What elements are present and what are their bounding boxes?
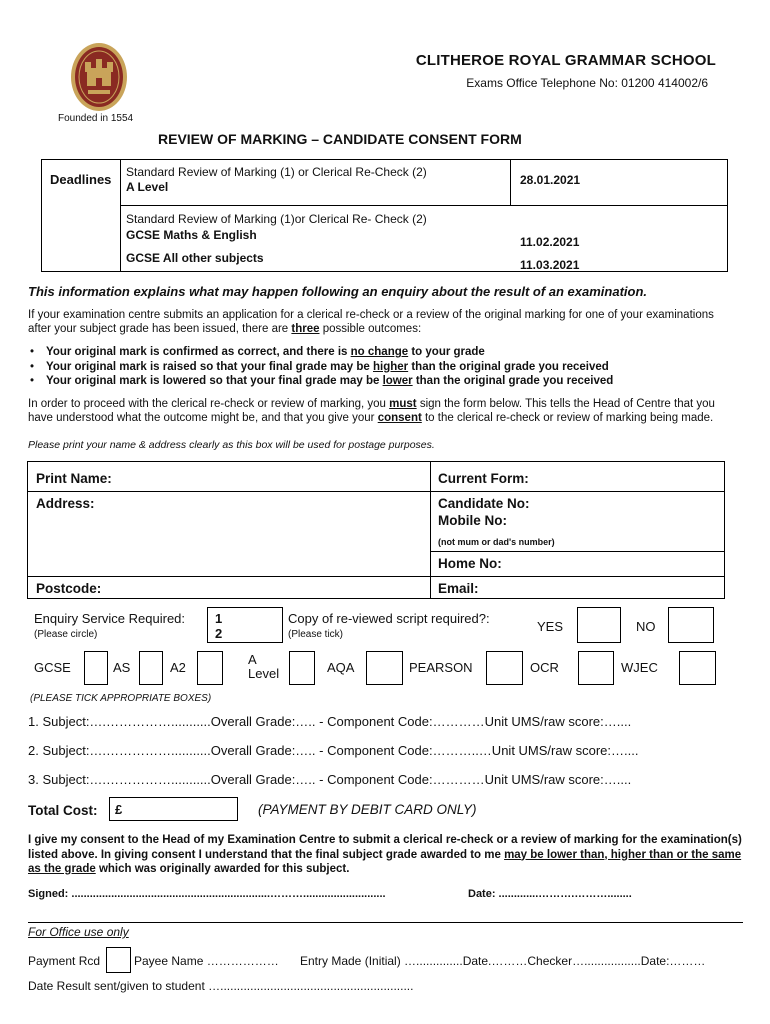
subject-line-2[interactable]: 2. Subject:….……………...........Overall Grade:….. - Component Code:………..…Unit UMS/raw score:….... [28,743,639,758]
total-cost-input[interactable] [109,797,238,821]
signature-date-line[interactable]: Date: .............……….………........ [468,888,632,900]
service-option-1[interactable]: 1 [215,611,223,626]
deadline-alevel-date: 28.01.2021 [520,173,581,187]
a-level-label-line2: Level [248,666,280,681]
candidate-details-box [27,461,725,599]
candidate-no-field[interactable]: Candidate No: [438,496,530,511]
consent-text: which was originally awarded for this subject. [95,863,350,875]
table-divider [510,160,511,205]
payee-name-field[interactable]: Payee Name ……………… [134,954,279,968]
signature-line[interactable]: Signed: .................................................................………........................... [28,888,386,900]
copy-script-label: Copy of re-viewed script required?: [288,611,490,626]
address-field[interactable]: Address: [36,496,95,511]
result-sent-field[interactable]: Date Result sent/given to student ….......................................................... [28,979,414,993]
print-clearly-note: Please print your name & address clearly as this box will be used for postage purposes. [28,439,435,451]
ocr-label: OCR [530,660,559,675]
postcode-field[interactable]: Postcode: [36,581,102,596]
instruction-emphasis: consent [377,412,422,424]
pearson-checkbox[interactable] [486,651,523,685]
deadlines-label: Deadlines [50,172,112,187]
bullet-text: Your original mark is confirmed as correct, and there is [46,346,351,358]
intro-paragraph [28,308,740,336]
gcse-label: GCSE [34,660,71,675]
entry-checker-fields[interactable]: Entry Made (Initial) …..............Date.………Checker….................Date:……… [300,954,706,968]
box-divider [28,576,724,577]
current-form-field[interactable]: Current Form: [438,471,529,486]
deadline-alevel-desc: Standard Review of Marking (1) or Clerical Re-Check (2) [126,165,427,179]
mobile-note: (not mum or dad's number) [438,537,555,547]
deadline-gcse-maths-english: GCSE Maths & English [126,228,257,242]
consent-instruction-paragraph [28,397,740,425]
please-tick-note: (Please tick) [288,629,344,640]
founded-year: Founded in 1554 [58,113,134,124]
instruction-text: sign the form below. This tells the Head of Centre that you have understood what the outcome might be, and that you give your [28,398,715,424]
no-label: NO [636,619,656,634]
a-level-label [248,653,279,681]
as-checkbox[interactable] [139,651,163,685]
intro-text: If your examination centre submits an application for a clerical re-check or a review of the original marking for one of your examinations after your subject grade has been issued, there are [28,309,714,335]
currency-symbol: £ [115,802,123,817]
instruction-emphasis: must [389,398,417,410]
a-level-checkbox[interactable] [289,651,315,685]
gcse-checkbox[interactable] [84,651,108,685]
form-title: REVIEW OF MARKING – CANDIDATE CONSENT FORM [158,131,522,147]
deadline-alevel-type: A Level [126,180,169,194]
bullet-emphasis: higher [373,360,409,373]
a2-checkbox[interactable] [197,651,223,685]
exams-office-phone: Exams Office Telephone No: 01200 414002/6 [466,76,708,90]
aqa-checkbox[interactable] [366,651,403,685]
wjec-label: WJEC [621,660,658,675]
list-item [28,360,613,375]
mobile-no-field[interactable]: Mobile No: [438,513,507,528]
no-checkbox[interactable] [668,607,714,643]
service-option-2[interactable]: 2 [215,626,223,641]
list-item [28,345,613,360]
box-divider [430,551,724,552]
outcome-list [28,345,613,389]
bullet-emphasis: no change [350,346,409,358]
deadline-gcse-date-1: 11.02.2021 [520,235,580,249]
yes-label: YES [537,619,564,634]
office-use-heading: For Office use only [28,925,129,939]
bullet-text: Your original mark is raised so that your final grade may be [46,360,373,373]
yes-checkbox[interactable] [577,607,621,643]
payment-received-checkbox[interactable] [106,947,131,973]
subject-line-3[interactable]: 3. Subject:….……………...........Overall Grade:….. - Component Code:…………Unit UMS/raw score:….... [28,772,632,787]
instruction-text: to the clerical re-check or review of marking being made. [421,412,714,424]
email-field[interactable]: Email: [438,581,479,596]
table-divider [120,160,121,271]
bullet-text: to your grade [408,346,485,358]
pearson-label: PEARSON [409,660,473,675]
list-item [28,374,613,389]
wjec-checkbox[interactable] [679,651,716,685]
consent-statement [28,833,743,877]
table-divider [120,205,727,206]
intro-emphasis: three [291,323,320,335]
bullet-emphasis: lower [382,375,413,387]
aqa-label: AQA [327,660,355,675]
box-divider [430,462,431,598]
a-level-label-line1: A [248,652,257,667]
bullet-text: Your original mark is lowered so that your final grade may be [46,375,383,387]
instruction-text: In order to proceed with the clerical re-check or review of marking, you [28,398,390,410]
bullet-text: than the original grade you received [408,360,609,373]
deadline-gcse-other: GCSE All other subjects [126,251,264,265]
enquiry-service-label: Enquiry Service Required: [34,611,186,626]
service-option-box [207,607,283,643]
school-crest-logo [70,42,128,112]
home-no-field[interactable]: Home No: [438,556,502,571]
a2-label: A2 [170,660,186,675]
ocr-checkbox[interactable] [578,651,614,685]
bullet-text: than the original grade you received [412,375,614,387]
consent-text: I give my consent to the Head of my Examination Centre to submit a clerical re-check or a review of marking for the examination(s) listed above. In giving consent I understand that the final subject grade awarded to me [28,834,742,861]
total-cost-label: Total Cost: [28,803,98,818]
as-label: AS [113,660,131,675]
deadline-gcse-desc: Standard Review of Marking (1)or Clerical Re- Check (2) [126,212,427,226]
subject-line-1[interactable]: 1. Subject:….……………...........Overall Grade:….. - Component Code:…………Unit UMS/raw score:….... [28,714,632,729]
deadlines-table [41,159,728,272]
intro-text: possible outcomes: [319,323,422,335]
box-divider [28,491,724,492]
deadline-gcse-date-2: 11.03.2021 [520,258,580,272]
school-name: CLITHEROE ROYAL GRAMMAR SCHOOL [415,52,716,69]
intro-lead: This information explains what may happen following an enquiry about the result of an examination. [28,284,648,299]
please-circle-note: (Please circle) [34,629,98,640]
office-divider [28,922,743,923]
tick-boxes-note: (PLEASE TICK APPROPRIATE BOXES) [30,693,212,704]
payment-received-label: Payment Rcd [28,954,101,968]
print-name-field[interactable]: Print Name: [36,471,112,486]
payment-note: (PAYMENT BY DEBIT CARD ONLY) [258,802,477,817]
consent-emphasis: may be lower than, higher than or the same as the grade [28,848,742,875]
